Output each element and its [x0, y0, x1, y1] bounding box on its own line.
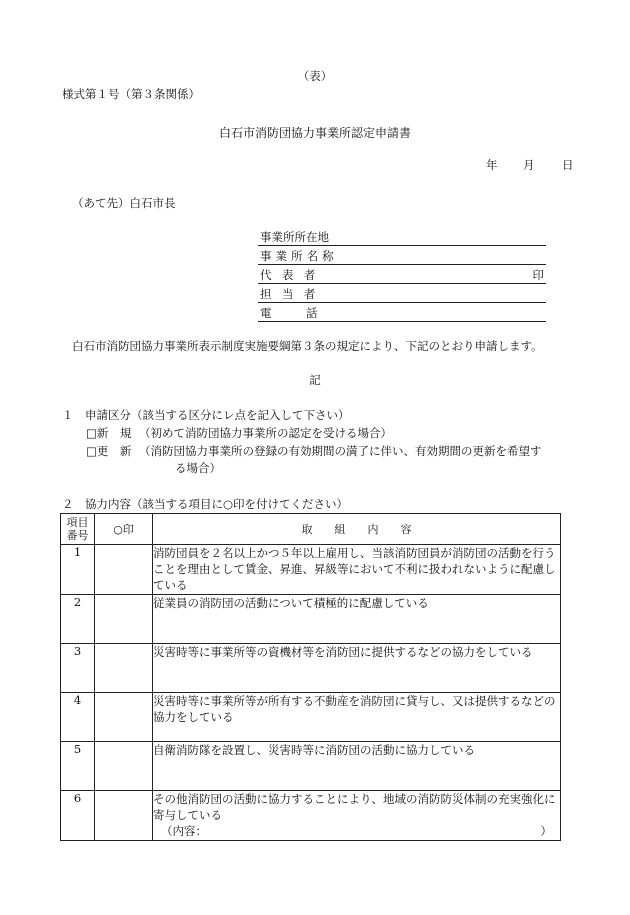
mark-cell[interactable] — [95, 545, 153, 595]
row-number: 2 — [61, 595, 95, 644]
location-field[interactable] — [258, 228, 546, 246]
table-row — [61, 742, 561, 791]
representative-label: 代表者 — [260, 268, 326, 282]
date-day: 日 — [562, 158, 574, 172]
renew-description-line1: （消防団協力事業所の登録の有効期間の満了に伴い、有効期間の更新を希望す — [139, 444, 542, 458]
table-row — [61, 693, 561, 742]
details-open-label: （内容： — [161, 824, 207, 838]
table-row — [61, 595, 561, 644]
header-mark: ○印 — [95, 514, 153, 545]
representative-field[interactable] — [258, 266, 546, 284]
row-content — [153, 791, 561, 841]
date-month: 月 — [523, 158, 535, 172]
page-side-label: （表） — [297, 69, 333, 83]
mark-cell[interactable] — [95, 791, 153, 841]
seal-mark: 印 — [532, 268, 544, 282]
row-content: 従業員の消防団の活動について積極的に配慮している — [153, 595, 561, 644]
business-name-field[interactable] — [258, 247, 546, 265]
row-number: 3 — [61, 644, 95, 693]
row-content: 災害時等に事業所等の資機材等を消防団に提供するなどの協力をしている — [153, 644, 561, 693]
row-number: 4 — [61, 693, 95, 742]
row-content: 自衛消防隊を設置し、災害時等に消防団の活動に協力している — [153, 742, 561, 791]
ki-mark: 記 — [309, 373, 321, 387]
row-number: 5 — [61, 742, 95, 791]
renew-description-line2: る場合） — [175, 461, 221, 475]
contact-person-field[interactable] — [258, 285, 546, 303]
intro-text: 白石市消防団協力事業所表示制度実施要綱第３条の規定により、下記のとおり申請します。 — [72, 339, 543, 353]
details-field[interactable] — [153, 823, 560, 839]
contact-person-label: 担当者 — [260, 287, 326, 301]
row-number: 6 — [61, 791, 95, 841]
mark-cell[interactable] — [95, 693, 153, 742]
table-row — [61, 545, 561, 595]
mark-cell[interactable] — [95, 644, 153, 693]
header-item-number — [61, 514, 95, 545]
document-title: 白石市消防団協力事業所認定申請書 — [218, 126, 411, 140]
phone-label: 電話 — [260, 306, 352, 320]
new-checkbox[interactable]: □新 規 — [86, 426, 132, 440]
phone-field[interactable] — [258, 304, 546, 322]
date-year: 年 — [486, 158, 498, 172]
header-item-number-line2: 番号 — [66, 529, 89, 542]
header-content: 取 組 内 容 — [153, 514, 561, 545]
section1-heading: １ 申請区分（該当する区分にレ点を記入して下さい） — [62, 408, 350, 422]
business-name-label: 事業所名称 — [260, 249, 338, 263]
table-row — [61, 644, 561, 693]
new-description: （初めて消防団協力事業所の認定を受ける場合） — [139, 426, 392, 440]
form-number: 様式第１号（第３条関係） — [62, 87, 200, 101]
row-content: 消防団員を２名以上かつ５年以上雇用し、当該消防団員が消防団の活動を行うことを理由として賃金、昇進、昇級等において不利に扱われないように配慮している — [153, 545, 561, 595]
table-header-row — [61, 514, 561, 545]
details-close-paren: ） — [540, 824, 552, 838]
mark-cell[interactable] — [95, 595, 153, 644]
cooperation-table — [60, 513, 561, 841]
renew-checkbox[interactable]: □更 新 — [86, 444, 132, 458]
row-number: 1 — [61, 545, 95, 595]
applicant-block — [258, 228, 546, 323]
mark-cell[interactable] — [95, 742, 153, 791]
section2-heading: ２ 協力内容（該当する項目に○印を付けてください） — [62, 497, 349, 511]
addressee: （あて先）白石市長 — [72, 196, 176, 210]
table-row — [61, 791, 561, 841]
header-item-number-line1: 項目 — [66, 516, 89, 529]
location-label: 事業所所在地 — [260, 230, 329, 244]
row-content: 災害時等に事業所等が所有する不動産を消防団に貸与し、又は提供するなどの協力をしている — [153, 693, 561, 742]
row-content-text: その他消防団の活動に協力することにより、地域の消防防災体制の充実強化に寄与している — [153, 792, 556, 822]
